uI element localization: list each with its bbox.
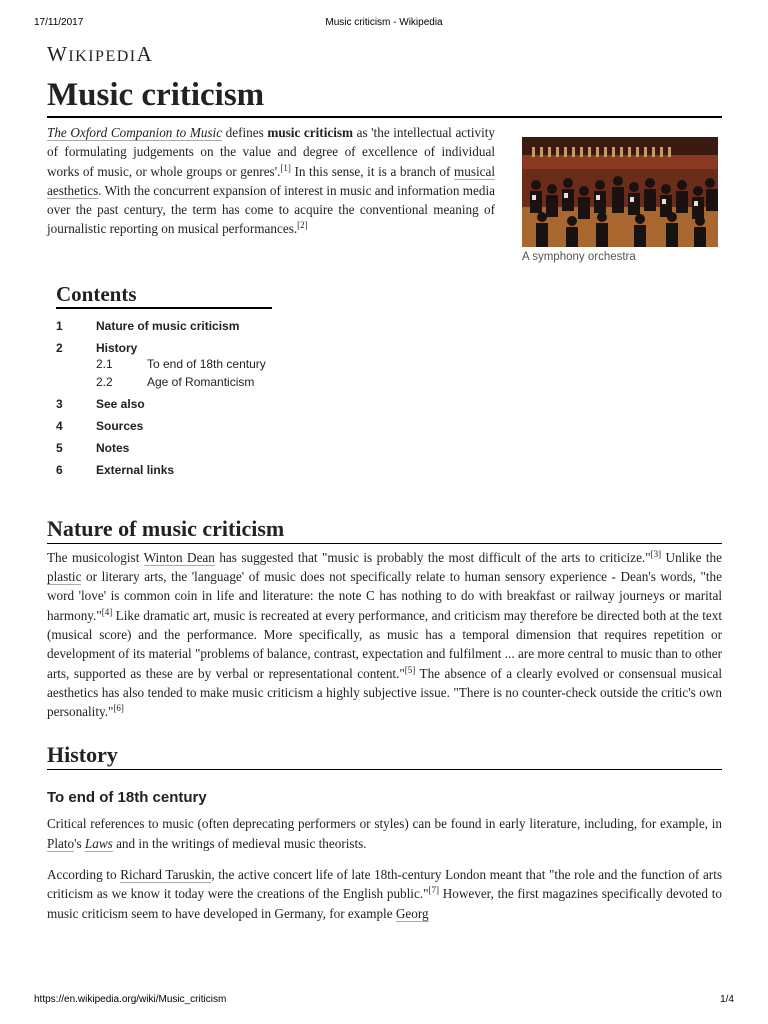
link-oxford-companion[interactable]: The Oxford Companion to Music: [47, 125, 223, 140]
heading-history: History: [47, 741, 722, 770]
orchestra-figure: [522, 137, 718, 263]
table-of-contents: [56, 281, 656, 481]
heading-to-end-18th: To end of 18th century: [47, 789, 207, 807]
article-content: [47, 40, 722, 923]
link-plato[interactable]: Plato: [47, 835, 75, 851]
print-page-title: Music criticism - Wikipedia: [325, 17, 443, 28]
history-paragraph-2: According to Richard Taruskin, the active concert life of late 18th-century London meant that "the role and the function of arts criticism as we know it today were the creations of the English public."[7] However, the first magazines specifically devoted to music criticism seem to have developed in Germany, for example Georg: [47, 867, 722, 921]
toc-title: Contents: [56, 281, 272, 309]
toc-item-notes[interactable]: 5 Notes: [56, 440, 130, 455]
intro-paragraph: The Oxford Companion to Music defines music criticism as 'the intellectual activity of formulating judgements on the value and degree of excellence of individual works of music, or whole groups or genres'.[1] In this sense, it is a branch of musical aesthetics. With the concurrent expansion of interest in music and information media over the past century, the term has come to acquire the conventional meaning of journalistic reporting on musical performances.[2]: [47, 125, 495, 237]
link-musical-aesthetics[interactable]: musical aesthetics: [47, 163, 495, 198]
figure-caption: A symphony orchestra: [522, 251, 636, 263]
intro-section: [47, 123, 722, 263]
print-header: [0, 17, 768, 31]
link-laws[interactable]: Laws: [84, 835, 113, 851]
ref-6[interactable]: [6]: [113, 703, 124, 714]
nature-paragraph: The musicologist Winton Dean has suggested that "music is probably the most difficult of the arts to criticize."[3] Unlike the plastic or literary arts, the 'language' of music does not specifically relate to human sensory experience - Dean's words, "the word 'love' is common coin in life and literature: the note C has nothing to do with breakfast or railway journeys or marital harmony."[4] Like dramatic art, music is recreated at every performance, and criticism may therefore be directed both at the text (musical score) and the performance. More specifically, as music has a temporal dimension that requires repetition or development of its material "problems of balance, contrast, expectation and fulfilment ... are more central to music than to other arts, supported as these are by verbal or representational content."[5] The absence of a clearly evolved or consensual musical aesthetics has also tended to make music criticism a highly subjective issue. "There is no counter-check outside the critic's own personality."[6]: [47, 548, 723, 720]
wikipedia-logo[interactable]: WIKIPEDIA: [47, 42, 154, 66]
print-footer: [0, 994, 768, 1008]
toc-item-nature[interactable]: 1 Nature of music criticism: [56, 318, 240, 333]
link-richard-taruskin[interactable]: Richard Taruskin: [120, 867, 212, 883]
toc-item-external-links[interactable]: 6 External links: [56, 462, 175, 477]
print-date: 17/11/2017: [34, 17, 84, 28]
link-plastic[interactable]: plastic: [47, 569, 82, 585]
link-georg[interactable]: Georg: [395, 905, 429, 921]
toc-item-romanticism[interactable]: 2.2 Age of Romanticism: [96, 374, 255, 389]
ref-2[interactable]: [2]: [297, 220, 308, 231]
toc-item-to-end-18th[interactable]: 2.1 To end of 18th century: [96, 356, 266, 371]
heading-nature: Nature of music criticism: [47, 515, 722, 544]
print-page-number: 1/4: [720, 994, 734, 1005]
toc-item-history[interactable]: 2 History: [56, 340, 138, 355]
link-winton-dean[interactable]: Winton Dean: [143, 549, 215, 565]
ref-3[interactable]: [3]: [650, 548, 662, 559]
page-title: Music criticism: [47, 74, 722, 118]
toc-sub-list: [56, 355, 656, 391]
ref-4[interactable]: [4]: [101, 606, 113, 617]
ref-7[interactable]: [7]: [428, 885, 440, 896]
print-url: https://en.wikipedia.org/wiki/Music_criticism: [34, 994, 227, 1005]
toc-item-see-also[interactable]: 3 See also: [56, 396, 145, 411]
history-paragraph-1: Critical references to music (often deprecating performers or styles) can be found in early literature, including, for example, in Plato's Laws and in the writings of medieval music theorists.: [47, 816, 722, 851]
ref-1[interactable]: [1]: [280, 162, 291, 173]
orchestra-image[interactable]: [522, 137, 718, 247]
ref-5[interactable]: [5]: [404, 664, 416, 675]
toc-item-sources[interactable]: 4 Sources: [56, 418, 144, 433]
